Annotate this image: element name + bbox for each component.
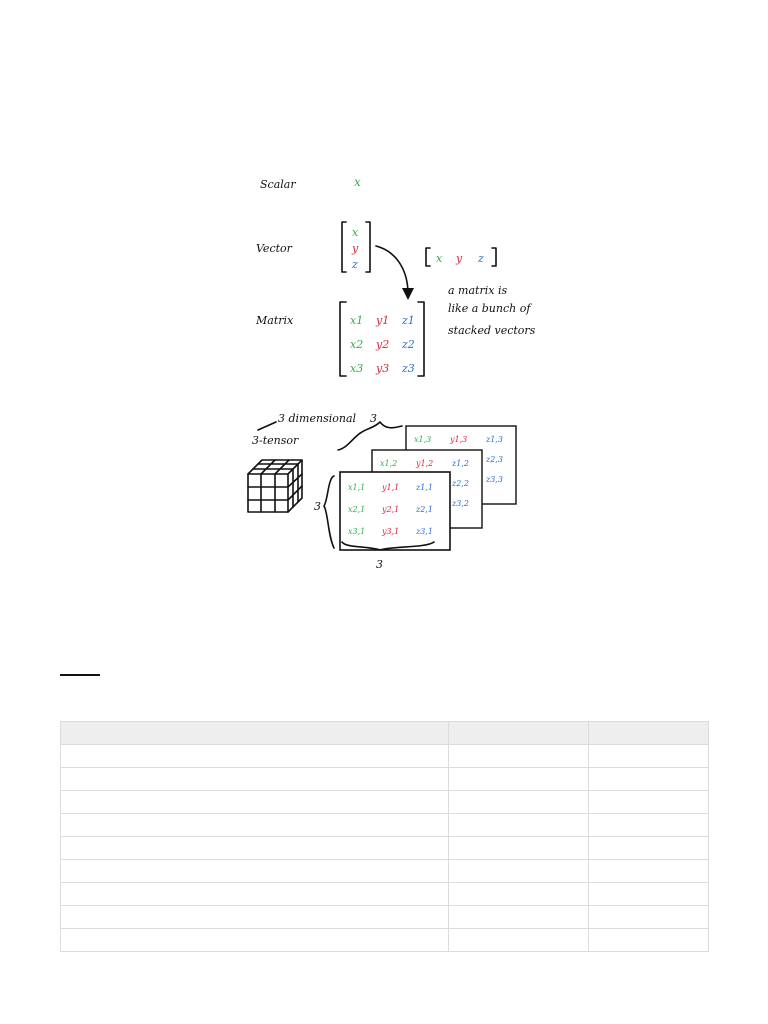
dim-bottom-label: 3 bbox=[376, 558, 383, 571]
tensor-sketch-figure bbox=[230, 160, 550, 580]
table-cell bbox=[449, 883, 589, 906]
table-cell bbox=[61, 929, 449, 952]
tensor-middle-cell: z1,2 bbox=[452, 459, 469, 468]
table-cell bbox=[589, 929, 709, 952]
matrix-cell: y2 bbox=[376, 338, 390, 351]
table-cell bbox=[589, 814, 709, 837]
table-cell bbox=[449, 814, 589, 837]
table-cell bbox=[449, 929, 589, 952]
table-cell bbox=[61, 906, 449, 929]
dim-left-label: 3 bbox=[314, 500, 321, 513]
tensor-back-cell: z1,3 bbox=[486, 435, 503, 444]
row-vector-right-bracket bbox=[492, 248, 496, 266]
top-brace bbox=[338, 422, 402, 450]
matrix-cell: y1 bbox=[376, 314, 390, 327]
arrow-head-icon bbox=[402, 288, 414, 300]
tensor-middle-cell: z3,2 bbox=[452, 499, 469, 508]
table-cell bbox=[61, 791, 449, 814]
matrix-cell: x1 bbox=[350, 314, 364, 327]
table-cell bbox=[61, 814, 449, 837]
matrix-cell: z3 bbox=[402, 362, 415, 375]
cube-icon bbox=[248, 460, 302, 512]
matrix-cells bbox=[350, 314, 415, 375]
table-cell bbox=[589, 906, 709, 929]
table-cell bbox=[449, 860, 589, 883]
row-vector-left-bracket bbox=[426, 248, 430, 266]
note-line-1: a matrix is bbox=[448, 284, 508, 297]
table-row bbox=[61, 929, 709, 952]
vector-x: x bbox=[352, 226, 359, 239]
scalar-value: x bbox=[354, 175, 361, 189]
matrix-cell: x3 bbox=[350, 362, 364, 375]
table-cell bbox=[449, 745, 589, 768]
table-cell bbox=[61, 745, 449, 768]
tensor-front-cell: y3,1 bbox=[382, 527, 400, 536]
note-line-3: stacked vectors bbox=[448, 324, 536, 337]
table-row bbox=[61, 837, 709, 860]
note-line-2: like a bunch of bbox=[448, 302, 531, 315]
vector-label: Vector bbox=[256, 242, 292, 255]
table-cell bbox=[449, 768, 589, 791]
table-cell bbox=[61, 722, 449, 745]
table-row bbox=[61, 883, 709, 906]
table-cell bbox=[589, 722, 709, 745]
table-row bbox=[61, 860, 709, 883]
tensor-dims-label: 3 dimensional bbox=[278, 412, 357, 425]
table-cell bbox=[589, 837, 709, 860]
table-row bbox=[61, 745, 709, 768]
tensor-front-cell: z2,1 bbox=[416, 505, 433, 514]
vector-y: y bbox=[352, 242, 359, 255]
tensor-front-cell: y2,1 bbox=[382, 505, 400, 514]
table-cell bbox=[589, 860, 709, 883]
matrix-cell: z2 bbox=[402, 338, 415, 351]
tensor-middle-cell: y1,2 bbox=[416, 459, 434, 468]
table-cell bbox=[449, 906, 589, 929]
row-vector-x: x bbox=[436, 252, 443, 265]
vector-z: z bbox=[352, 258, 358, 271]
tensor-front-cells bbox=[348, 483, 433, 536]
table-cell bbox=[449, 722, 589, 745]
dim-top-label: 3 bbox=[370, 412, 377, 425]
table-cell bbox=[589, 791, 709, 814]
matrix-label: Matrix bbox=[256, 314, 294, 327]
tensor-label: 3-tensor bbox=[252, 434, 299, 447]
transform-arrow bbox=[376, 246, 408, 294]
matrix-right-bracket bbox=[418, 302, 424, 376]
table-row bbox=[61, 768, 709, 791]
table-row bbox=[61, 791, 709, 814]
scalar-label: Scalar bbox=[260, 178, 296, 191]
tensor-front-cell: x3,1 bbox=[348, 527, 366, 536]
table-cell bbox=[589, 883, 709, 906]
table-cell bbox=[61, 883, 449, 906]
tensor-front-cell: z1,1 bbox=[416, 483, 433, 492]
tensor-middle-cell: x1,2 bbox=[380, 459, 398, 468]
matrix-cell: x2 bbox=[350, 338, 364, 351]
table-cell bbox=[589, 745, 709, 768]
tensor-dims-pointer bbox=[258, 422, 276, 430]
tensor-back-cell: z2,3 bbox=[486, 455, 503, 464]
table-cell bbox=[449, 791, 589, 814]
table-cell bbox=[61, 768, 449, 791]
tensor-middle-cell: z2,2 bbox=[452, 479, 469, 488]
table-header-row bbox=[61, 722, 709, 745]
matrix-cell: y3 bbox=[376, 362, 390, 375]
table-row bbox=[61, 906, 709, 929]
table-cell bbox=[61, 837, 449, 860]
row-vector-y: y bbox=[456, 252, 463, 265]
tensor-front-cell: z3,1 bbox=[416, 527, 433, 536]
row-vector-z: z bbox=[478, 252, 484, 265]
tensor-front-cell: x2,1 bbox=[348, 505, 366, 514]
tensor-back-cell: z3,3 bbox=[486, 475, 503, 484]
table-cell bbox=[449, 837, 589, 860]
tensor-back-cell: y1,3 bbox=[450, 435, 468, 444]
data-table bbox=[60, 721, 709, 952]
vector-left-bracket bbox=[342, 222, 346, 272]
matrix-cell: z1 bbox=[402, 314, 415, 327]
left-brace bbox=[324, 476, 334, 548]
tensor-front-cell: y1,1 bbox=[382, 483, 400, 492]
matrix-left-bracket bbox=[340, 302, 346, 376]
table-row bbox=[61, 814, 709, 837]
tensor-back-cell: x1,3 bbox=[414, 435, 432, 444]
table-cell bbox=[589, 768, 709, 791]
vector-right-bracket bbox=[366, 222, 370, 272]
tensor-front-cell: x1,1 bbox=[348, 483, 366, 492]
table-cell bbox=[61, 860, 449, 883]
section-link[interactable] bbox=[60, 660, 100, 676]
